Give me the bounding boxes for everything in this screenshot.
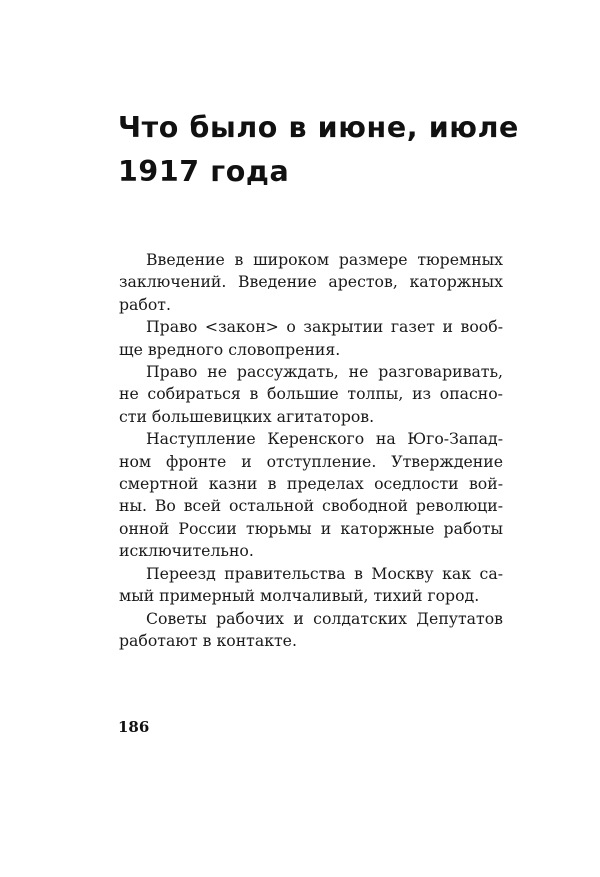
text-line: ны. Во всей остальной свободной революци-	[119, 496, 503, 516]
paragraph-2	[119, 316, 503, 361]
chapter-title-line-2: 1917 года	[118, 155, 290, 188]
text-line: онной России тюрьмы и каторжные работы	[119, 518, 503, 538]
chapter-title	[118, 106, 538, 194]
chapter-title-line-1: Что было в июне, июле	[118, 111, 519, 144]
text-line: работ.	[119, 294, 171, 314]
body-text	[119, 249, 503, 652]
text-line: Наступление Керенского на Юго-Запад-	[146, 429, 503, 449]
text-line: ном фронте и отступление. Утверждение	[119, 451, 503, 471]
paragraph-1	[119, 249, 503, 316]
text-line: не собираться в большие толпы, из опасно-	[119, 384, 503, 404]
paragraph-4	[119, 428, 503, 562]
paragraph-5	[119, 563, 503, 608]
text-line: ще вредного словопрения.	[119, 339, 341, 359]
text-line: исключительно.	[119, 541, 254, 561]
paragraph-6	[119, 608, 503, 653]
text-line: Советы рабочих и солдатских Депутатов	[146, 608, 503, 628]
text-line: Право не рассуждать, не разговаривать,	[146, 362, 503, 382]
text-line: смертной казни в пределах оседлости вой-	[119, 474, 503, 494]
text-line: работают в контакте.	[119, 630, 297, 650]
paragraph-3	[119, 361, 503, 428]
text-line: мый примерный молчаливый, тихий город.	[119, 586, 480, 606]
text-line: Право <закон> о закрытии газет и вооб-	[146, 317, 503, 337]
text-line: сти большевицких агитаторов.	[119, 406, 375, 426]
text-line: Переезд правительства в Москву как са-	[146, 563, 503, 583]
text-line: Введение в широком размере тюремных	[146, 250, 503, 269]
page-number: 186	[118, 718, 150, 736]
text-line: заключений. Введение арестов, каторжных	[119, 272, 503, 292]
